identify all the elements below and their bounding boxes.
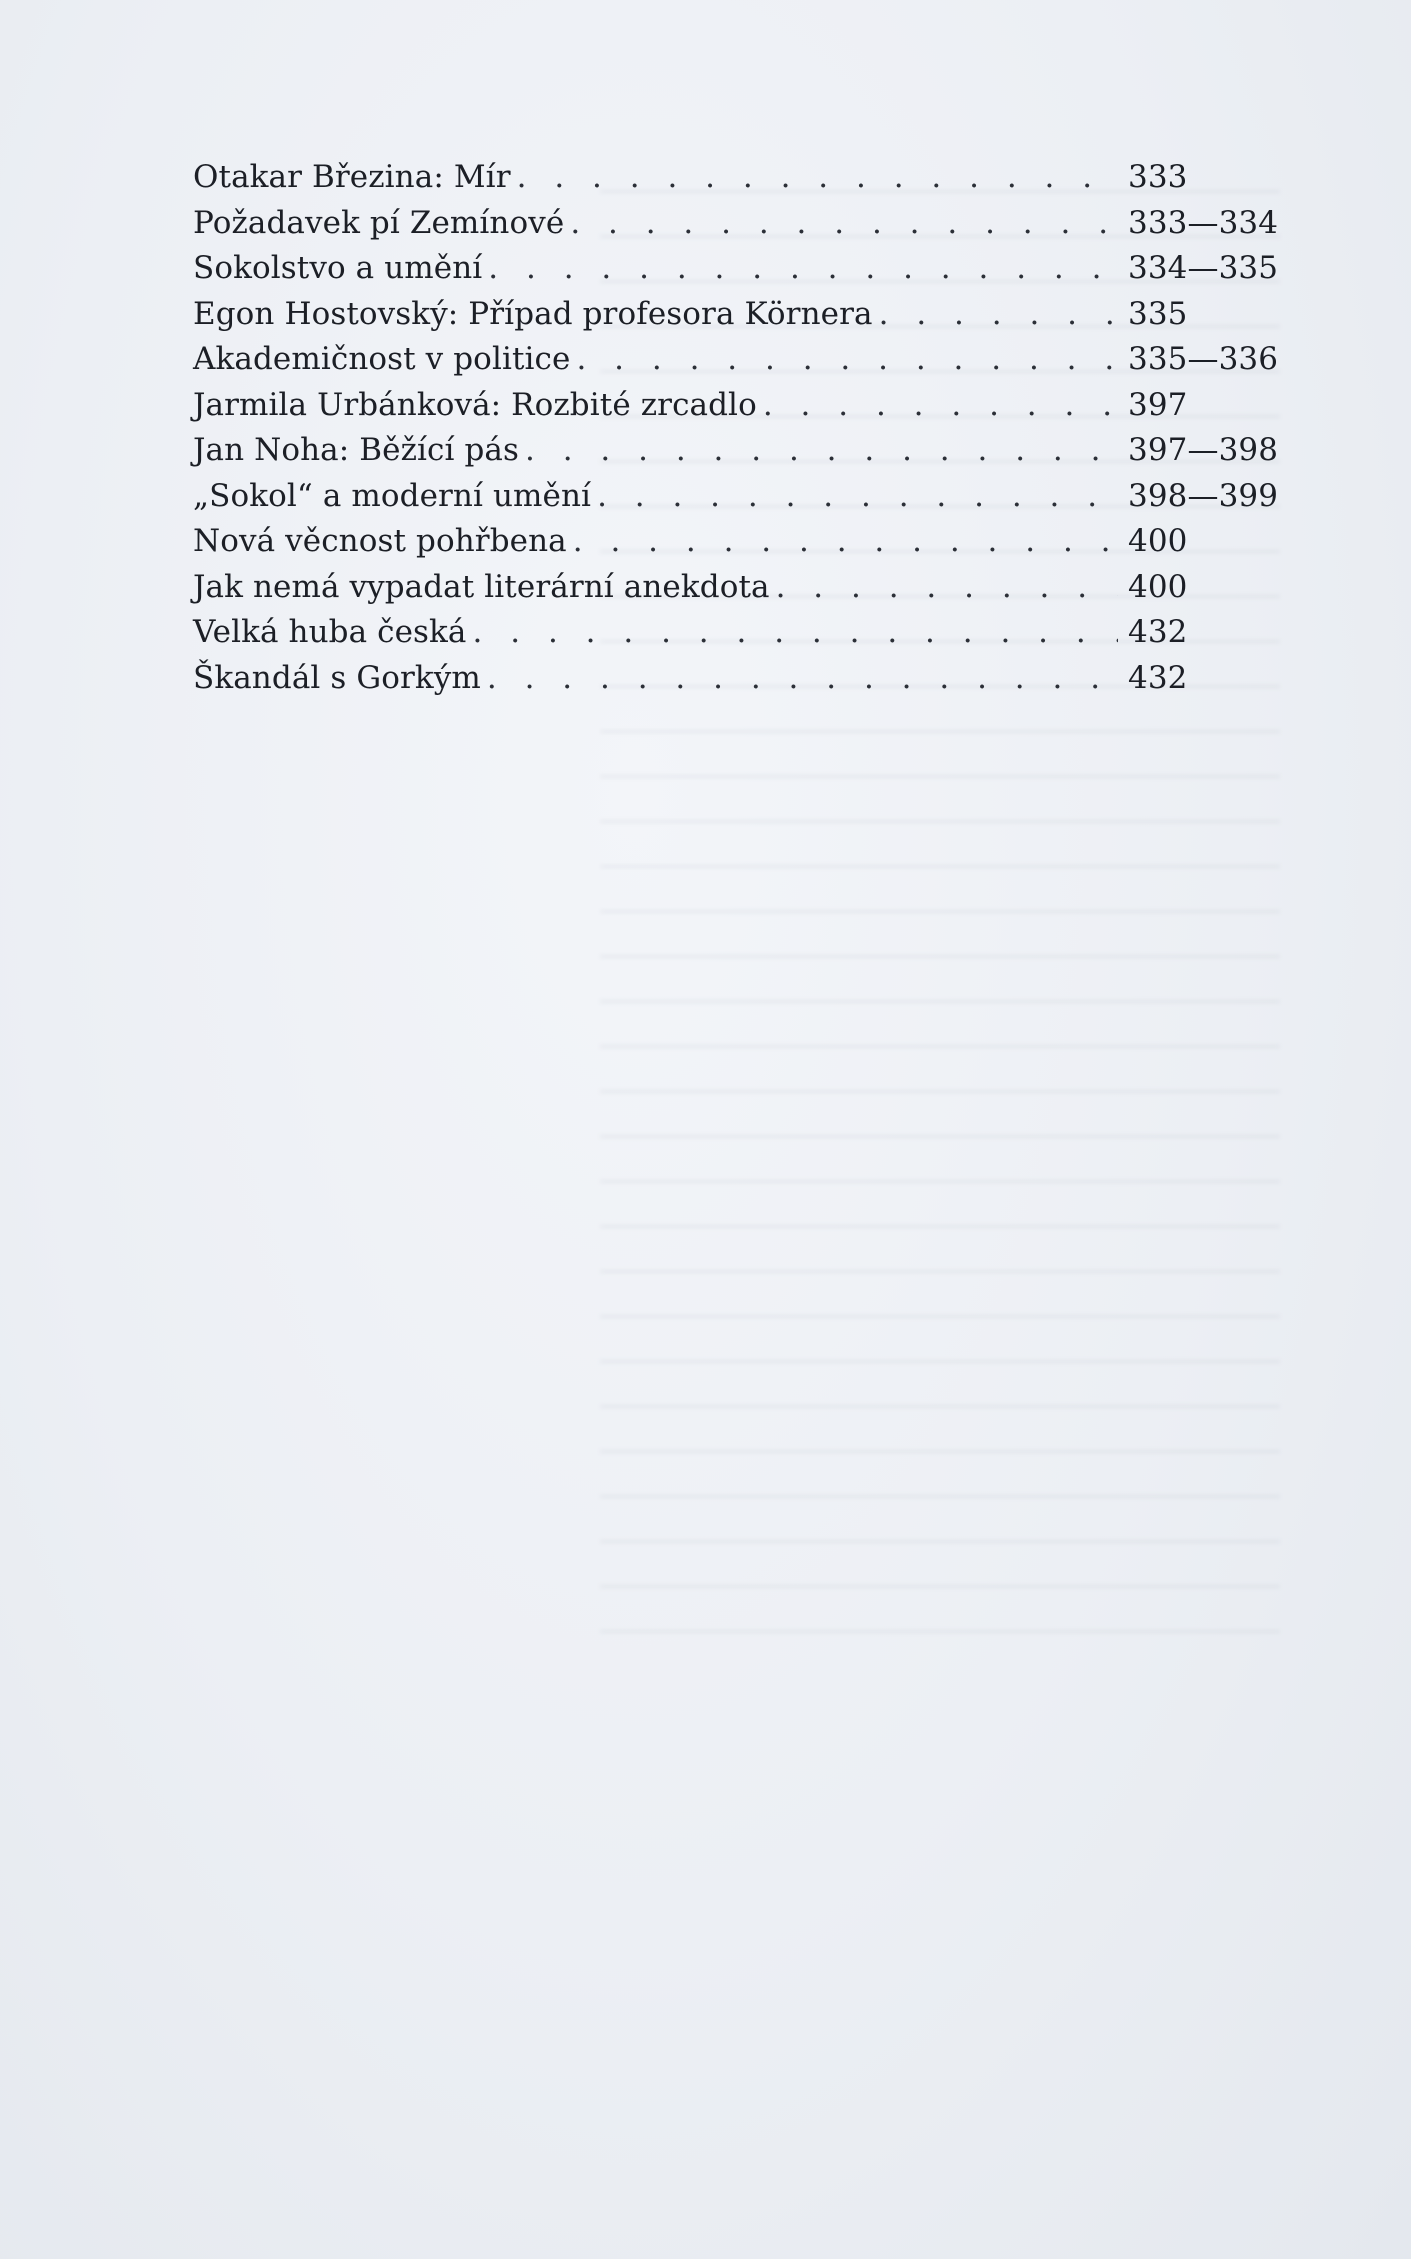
dot-leader [473, 610, 1118, 656]
toc-entry-title: Sokolstvo a umění [193, 250, 483, 286]
dot-leader [597, 474, 1118, 520]
toc-entry-pages: 335—336 [1128, 341, 1279, 377]
dot-leader [525, 428, 1118, 474]
toc-entry [193, 519, 1258, 565]
toc-entry [193, 292, 1258, 338]
toc-entry-pages: 400 [1128, 568, 1188, 605]
toc-entry [193, 656, 1258, 702]
dot-leader [487, 656, 1118, 702]
toc-entry [193, 565, 1258, 611]
dot-leader [517, 155, 1118, 201]
toc-entry-title: Jan Noha: Běžící pás [193, 432, 520, 468]
table-of-contents [193, 155, 1279, 701]
dot-leader [763, 383, 1118, 429]
toc-entry [193, 428, 1279, 474]
toc-entry [193, 474, 1279, 520]
dot-leader [570, 201, 1118, 247]
toc-entry [193, 201, 1279, 247]
toc-entry-title: Akademičnost v politice [193, 341, 571, 377]
toc-entry-title: Škandál s Gorkým [193, 659, 481, 696]
dot-leader [879, 292, 1118, 338]
toc-entry-title: Nová věcnost pohřbena [193, 523, 567, 559]
dot-leader [776, 565, 1118, 611]
toc-entry-pages: 397 [1128, 386, 1188, 423]
toc-entry-pages: 335 [1128, 295, 1188, 332]
toc-entry-pages: 333—334 [1128, 204, 1279, 241]
toc-entry [193, 383, 1258, 429]
dot-leader [488, 246, 1118, 292]
toc-entry-pages: 397—398 [1128, 432, 1279, 468]
toc-entry-pages: 400 [1128, 523, 1188, 559]
toc-entry [193, 246, 1279, 292]
toc-entry [193, 155, 1258, 201]
toc-entry-pages: 333 [1128, 159, 1188, 195]
toc-entry-title: „Sokol“ a moderní umění [193, 477, 592, 514]
toc-entry-title: Otakar Březina: Mír [193, 159, 511, 195]
toc-entry-pages: 334—335 [1128, 250, 1279, 286]
toc-entry [193, 610, 1258, 656]
toc-entry-title: Požadavek pí Zemínové [193, 204, 565, 241]
toc-entry-title: Jak nemá vypadat literární anekdota [193, 568, 770, 605]
toc-entry-pages: 398—399 [1128, 477, 1279, 514]
toc-entry-title: Egon Hostovský: Případ profesora Körnera [193, 295, 873, 332]
toc-entry-pages: 432 [1128, 659, 1188, 696]
dot-leader [573, 519, 1118, 565]
toc-entry-pages: 432 [1128, 614, 1188, 650]
toc-entry-title: Velká huba česká [193, 614, 467, 650]
toc-entry-title: Jarmila Urbánková: Rozbité zrcadlo [193, 386, 757, 423]
dot-leader [576, 337, 1118, 383]
toc-entry [193, 337, 1279, 383]
